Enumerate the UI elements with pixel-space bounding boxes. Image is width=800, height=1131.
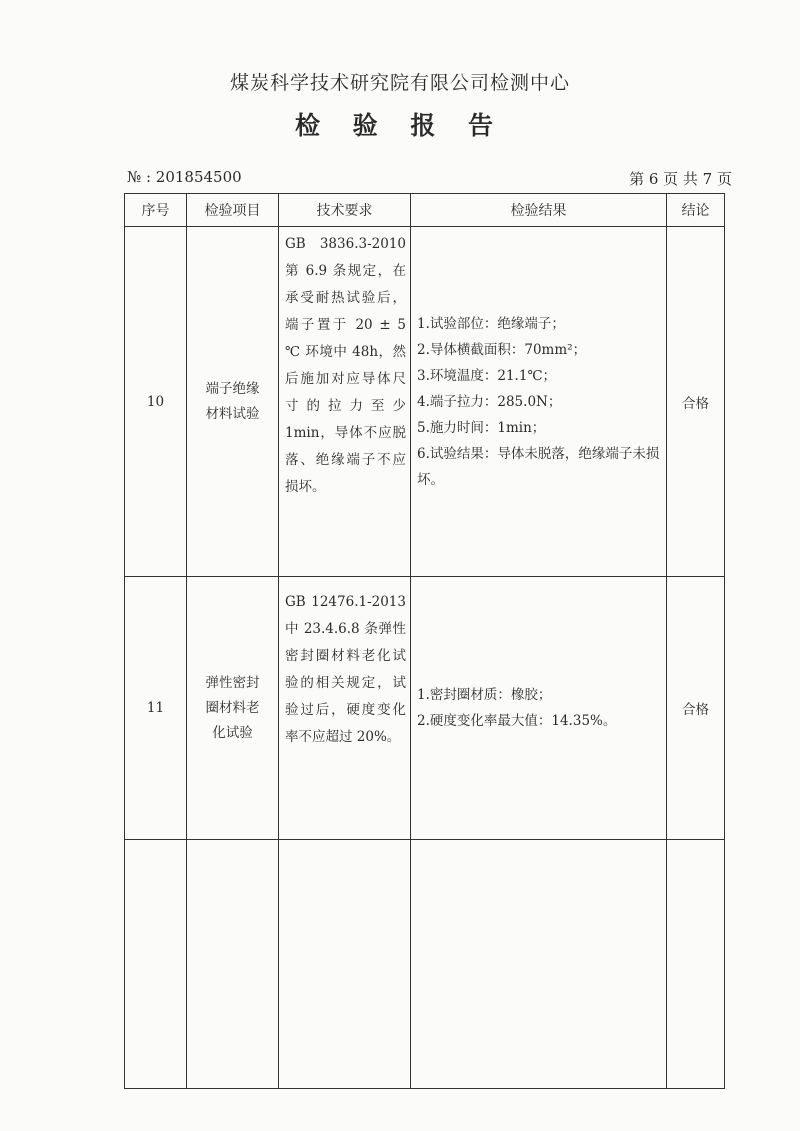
table-row	[125, 227, 725, 577]
table-row	[125, 577, 725, 840]
row-number: 11	[125, 577, 187, 840]
result-line: 2.导体横截面积：70mm²；	[417, 341, 587, 358]
result-line: 1.密封圈材质：橡胶；	[417, 687, 552, 703]
column-header-requirement: 技术要求	[279, 194, 411, 227]
column-header-result: 检验结果	[411, 194, 667, 227]
inspection-item	[187, 840, 279, 1089]
result-line: 2.硬度变化率最大值：14.35%。	[417, 713, 617, 729]
table-row	[125, 840, 725, 1089]
inspection-result	[411, 840, 667, 1089]
inspection-table	[124, 193, 725, 1089]
column-header-conclusion: 结论	[667, 194, 725, 227]
result-line: 4.端子拉力：285.0N；	[417, 393, 562, 410]
row-number	[125, 840, 187, 1089]
result-line: 3.环境温度：21.1℃；	[417, 367, 557, 384]
row-number: 10	[125, 227, 187, 577]
technical-requirement: GB 3836.3-2010 第 6.9 条规定，在承受耐热试验后，端子置于 20 ± 5 ℃ 环境中 48h，然后施加对应导体尺寸的拉力至少 1min，导体不应脱落、绝缘端子不应损坏。	[279, 227, 411, 577]
technical-requirement	[279, 840, 411, 1089]
report-number: № : 201854500	[127, 168, 242, 186]
column-header-no: 序号	[125, 194, 187, 227]
column-header-item: 检验项目	[187, 194, 279, 227]
conclusion	[667, 840, 725, 1089]
inspection-item: 端子绝缘材料试验	[187, 227, 279, 577]
result-line: 5.施力时间：1min；	[417, 419, 546, 436]
inspection-item: 弹性密封圈材料老化试验	[187, 577, 279, 840]
table-header-row	[125, 194, 725, 227]
result-line: 6.试验结果：导体未脱落，绝缘端子未损坏。	[417, 445, 660, 488]
report-title: 检 验 报 告	[294, 111, 506, 140]
organization-name: 煤炭科学技术研究院有限公司检测中心	[229, 72, 570, 94]
inspection-result	[411, 577, 667, 840]
inspection-result	[411, 227, 667, 577]
page-info: 第 6 页 共 7 页	[629, 170, 732, 188]
result-line: 1.试验部位：绝缘端子；	[417, 315, 565, 332]
conclusion: 合格	[667, 227, 725, 577]
conclusion: 合格	[667, 577, 725, 840]
technical-requirement: GB 12476.1-2013 中 23.4.6.8 条弹性密封圈材料老化试验的相关规定，试验过后，硬度变化率不应超过 20%。	[279, 577, 411, 840]
